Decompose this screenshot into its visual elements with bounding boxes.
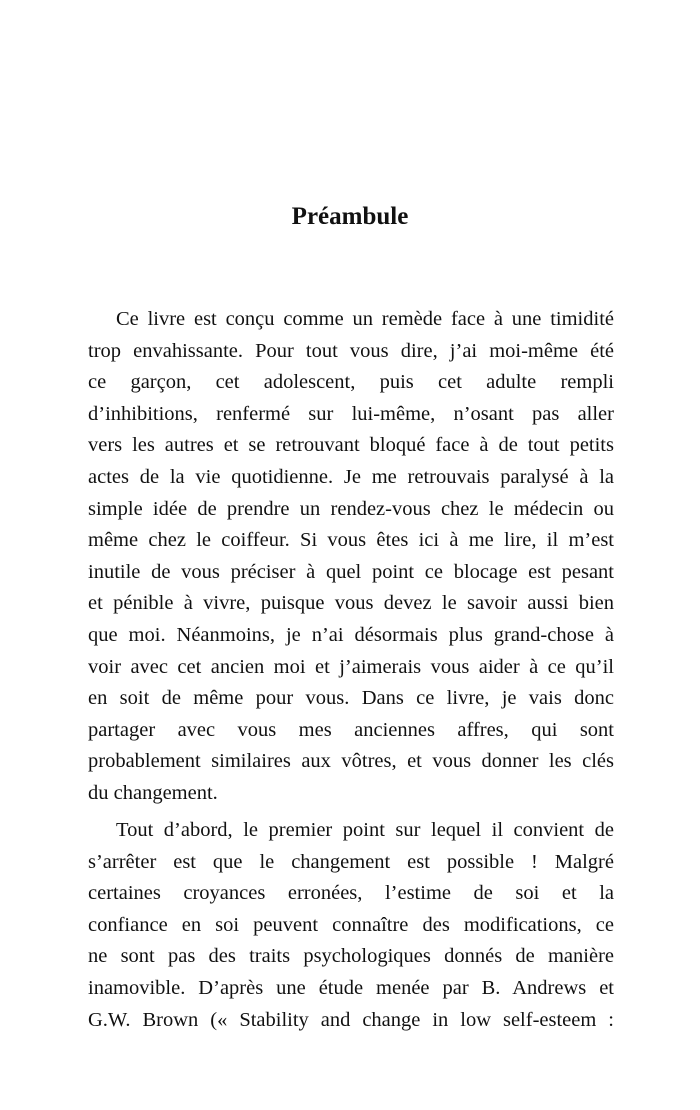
text-line: voir avec cet ancien moi et j’aimerais vous aider à ce qu’il xyxy=(88,655,614,678)
text-line: Ce livre est conçu comme un remède face à une timidité xyxy=(116,308,614,330)
text-line: ce garçon, cet adolescent, puis cet adulte rempli xyxy=(88,371,614,394)
text-line: G.W. Brown (« Stability and change in low self-esteem : xyxy=(88,1008,614,1031)
text-line: partager avec vous mes anciennes affres, qui sont xyxy=(88,718,614,741)
text-line: inamovible. D’après une étude menée par B. Andrews et xyxy=(88,976,614,999)
text-line: probablement similaires aux vôtres, et vous donner les clés xyxy=(88,750,614,773)
text-line: certaines croyances erronées, l’estime de soi et la xyxy=(88,882,614,905)
text-line: en soit de même pour vous. Dans ce livre, je vais donc xyxy=(88,687,614,710)
text-line: ne sont pas des traits psychologiques donnés de manière xyxy=(88,945,614,968)
text-line: confiance en soi peuvent connaître des modifications, ce xyxy=(88,913,614,936)
text-line: trop envahissante. Pour tout vous dire, j’ai moi-même été xyxy=(88,339,614,362)
text-line: simple idée de prendre un rendez-vous chez le médecin ou xyxy=(88,497,614,520)
text-line: du changement. xyxy=(88,781,218,804)
text-line: d’inhibitions, renfermé sur lui-même, n’osant pas aller xyxy=(88,402,614,425)
text-line: et pénible à vivre, puisque vous devez le savoir aussi bien xyxy=(88,592,614,615)
chapter-title: Préambule xyxy=(291,203,409,230)
text-line: Tout d’abord, le premier point sur lequel il convient de xyxy=(116,819,614,841)
text-line: inutile de vous préciser à quel point ce blocage est pesant xyxy=(88,560,614,583)
text-line: actes de la vie quotidienne. Je me retrouvais paralysé à la xyxy=(88,465,614,488)
paragraph-1 xyxy=(88,304,614,810)
text-line: même chez le coiffeur. Si vous êtes ici à me lire, il m’est xyxy=(88,529,614,552)
paragraph-2 xyxy=(88,815,614,1036)
text-line: s’arrêter est que le changement est possible ! Malgré xyxy=(88,850,614,873)
text-line: vers les autres et se retrouvant bloqué face à de tout petits xyxy=(88,434,614,457)
text-line: que moi. Néanmoins, je n’ai désormais plus grand-chose à xyxy=(88,623,614,646)
